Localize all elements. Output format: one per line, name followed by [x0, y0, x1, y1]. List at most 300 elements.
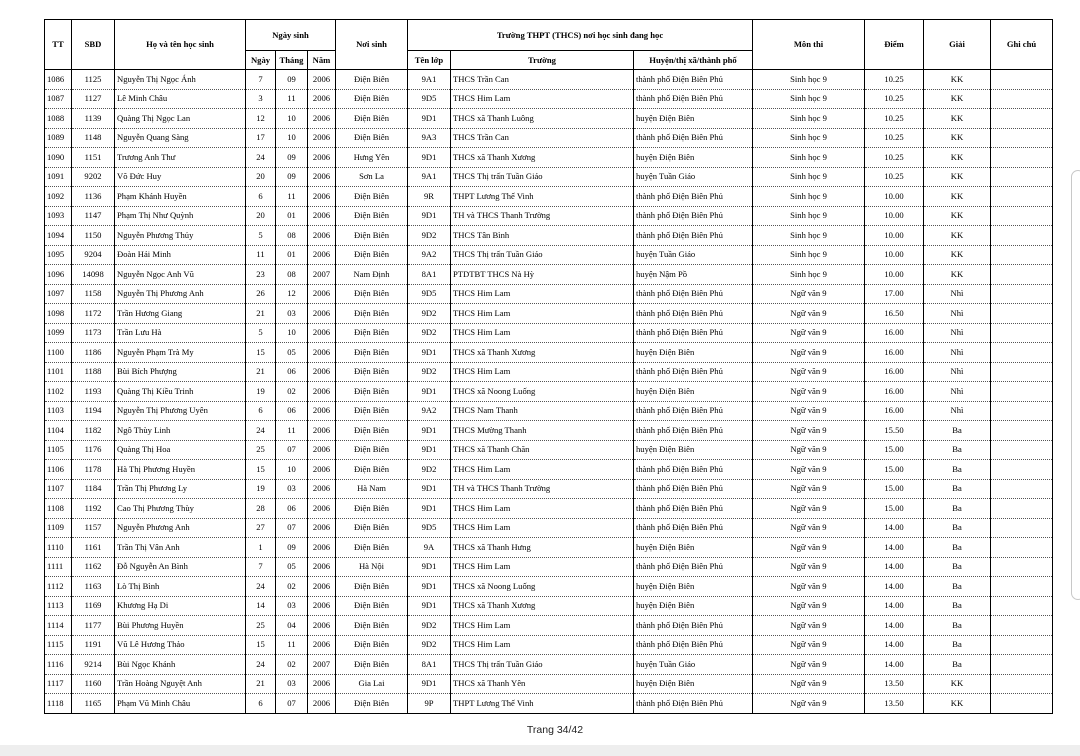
cell-award: Ba: [924, 460, 991, 480]
cell-tt: 1116: [45, 655, 72, 675]
cell-district: thành phố Điện Biên Phủ: [634, 694, 753, 714]
cell-birthplace: Điện Biên: [336, 616, 408, 636]
cell-student-name: Nguyễn Phương Thủy: [115, 226, 246, 246]
cell-sbd: 1162: [72, 557, 115, 577]
cell-school: THCS Him Lam: [451, 304, 634, 324]
cell-school: THCS xã Thanh Yên: [451, 674, 634, 694]
cell-note: [991, 694, 1053, 714]
cell-subject: Sinh học 9: [753, 148, 865, 168]
cell-district: huyện Điện Biên: [634, 596, 753, 616]
cell-sbd: 1165: [72, 694, 115, 714]
table-row: [45, 577, 1053, 597]
cell-subject: Ngữ văn 9: [753, 635, 865, 655]
cell-birth-day: 19: [246, 479, 276, 499]
cell-sbd: 1178: [72, 460, 115, 480]
cell-subject: Ngữ văn 9: [753, 499, 865, 519]
cell-note: [991, 226, 1053, 246]
cell-district: thành phố Điện Biên Phủ: [634, 128, 753, 148]
cell-birthplace: Điện Biên: [336, 382, 408, 402]
cell-subject: Ngữ văn 9: [753, 694, 865, 714]
cell-district: huyện Điện Biên: [634, 343, 753, 363]
cell-birth-day: 19: [246, 382, 276, 402]
cell-award: KK: [924, 206, 991, 226]
cell-score: 16.50: [865, 304, 924, 324]
cell-birth-month: 09: [276, 167, 308, 187]
cell-class: 9A2: [408, 401, 451, 421]
cell-tt: 1089: [45, 128, 72, 148]
table-row: [45, 343, 1053, 363]
cell-subject: Ngữ văn 9: [753, 577, 865, 597]
cell-class: 9A1: [408, 167, 451, 187]
cell-note: [991, 70, 1053, 90]
cell-subject: Ngữ văn 9: [753, 304, 865, 324]
cell-tt: 1108: [45, 499, 72, 519]
table-row: [45, 206, 1053, 226]
cell-sbd: 1147: [72, 206, 115, 226]
header-subject: Môn thi: [753, 20, 865, 70]
cell-birth-day: 1: [246, 538, 276, 558]
cell-sbd: 1192: [72, 499, 115, 519]
cell-birthplace: Điện Biên: [336, 499, 408, 519]
cell-award: Nhì: [924, 343, 991, 363]
cell-score: 16.00: [865, 382, 924, 402]
table-row: [45, 655, 1053, 675]
cell-school: THCS Thị trấn Tuần Giáo: [451, 245, 634, 265]
cell-birth-day: 7: [246, 557, 276, 577]
cell-note: [991, 304, 1053, 324]
cell-score: 10.25: [865, 109, 924, 129]
cell-district: thành phố Điện Biên Phủ: [634, 89, 753, 109]
cell-award: KK: [924, 245, 991, 265]
header-date-of-birth: Ngày sinh: [246, 20, 336, 51]
cell-award: Ba: [924, 655, 991, 675]
cell-birth-year: 2006: [308, 596, 336, 616]
cell-award: Ba: [924, 479, 991, 499]
cell-birthplace: Điện Biên: [336, 206, 408, 226]
cell-award: Ba: [924, 635, 991, 655]
cell-sbd: 1193: [72, 382, 115, 402]
cell-birth-month: 03: [276, 479, 308, 499]
cell-birthplace: Điện Biên: [336, 694, 408, 714]
cell-subject: Ngữ văn 9: [753, 284, 865, 304]
cell-district: thành phố Điện Biên Phủ: [634, 284, 753, 304]
cell-birthplace: Điện Biên: [336, 343, 408, 363]
table-row: [45, 362, 1053, 382]
cell-student-name: Phạm Vũ Minh Châu: [115, 694, 246, 714]
cell-birth-year: 2006: [308, 382, 336, 402]
cell-subject: Sinh học 9: [753, 109, 865, 129]
cell-note: [991, 343, 1053, 363]
cell-birth-year: 2006: [308, 304, 336, 324]
cell-sbd: 1176: [72, 440, 115, 460]
cell-birth-month: 11: [276, 635, 308, 655]
table-row: [45, 440, 1053, 460]
cell-birth-month: 03: [276, 596, 308, 616]
cell-district: huyện Điện Biên: [634, 538, 753, 558]
cell-district: huyện Tuần Giáo: [634, 167, 753, 187]
cell-award: KK: [924, 694, 991, 714]
cell-birth-year: 2006: [308, 109, 336, 129]
cell-school: THCS Mường Thanh: [451, 421, 634, 441]
cell-sbd: 1173: [72, 323, 115, 343]
cell-tt: 1113: [45, 596, 72, 616]
cell-subject: Ngữ văn 9: [753, 596, 865, 616]
cell-class: 9D1: [408, 148, 451, 168]
cell-award: Nhì: [924, 323, 991, 343]
cell-class: 9D2: [408, 304, 451, 324]
cell-birth-year: 2006: [308, 674, 336, 694]
header-score: Điểm: [865, 20, 924, 70]
cell-birthplace: Điện Biên: [336, 187, 408, 207]
cell-award: Nhì: [924, 382, 991, 402]
table-body: [45, 70, 1053, 714]
cell-award: Ba: [924, 518, 991, 538]
cell-award: Nhì: [924, 401, 991, 421]
cell-tt: 1110: [45, 538, 72, 558]
cell-award: KK: [924, 148, 991, 168]
cell-birth-year: 2006: [308, 226, 336, 246]
cell-note: [991, 245, 1053, 265]
cell-district: huyện Điện Biên: [634, 440, 753, 460]
cell-student-name: Trần Thị Vân Anh: [115, 538, 246, 558]
cell-award: KK: [924, 226, 991, 246]
cell-school: THPT Lương Thế Vinh: [451, 694, 634, 714]
cell-student-name: Bùi Bích Phượng: [115, 362, 246, 382]
cell-district: thành phố Điện Biên Phủ: [634, 421, 753, 441]
cell-sbd: 1186: [72, 343, 115, 363]
cell-sbd: 9204: [72, 245, 115, 265]
cell-district: thành phố Điện Biên Phủ: [634, 635, 753, 655]
cell-sbd: 1161: [72, 538, 115, 558]
cell-note: [991, 89, 1053, 109]
cell-subject: Sinh học 9: [753, 128, 865, 148]
cell-school: THCS Him Lam: [451, 284, 634, 304]
header-school: Trường: [451, 51, 634, 70]
cell-birth-month: 04: [276, 616, 308, 636]
cell-tt: 1115: [45, 635, 72, 655]
cell-tt: 1092: [45, 187, 72, 207]
cell-birth-day: 24: [246, 148, 276, 168]
cell-score: 13.50: [865, 694, 924, 714]
cell-birthplace: Điện Biên: [336, 635, 408, 655]
cell-birth-year: 2006: [308, 70, 336, 90]
cell-award: Nhì: [924, 304, 991, 324]
cell-student-name: Đỗ Nguyễn An Bình: [115, 557, 246, 577]
cell-tt: 1104: [45, 421, 72, 441]
cell-student-name: Trương Anh Thư: [115, 148, 246, 168]
cell-note: [991, 479, 1053, 499]
cell-subject: Sinh học 9: [753, 167, 865, 187]
cell-student-name: Võ Đức Huy: [115, 167, 246, 187]
cell-student-name: Nguyễn Ngọc Anh Vũ: [115, 265, 246, 285]
cell-birth-month: 03: [276, 674, 308, 694]
cell-class: 9D2: [408, 635, 451, 655]
cell-sbd: 1139: [72, 109, 115, 129]
cell-school: THCS Him Lam: [451, 362, 634, 382]
cell-school: TH và THCS Thanh Trường: [451, 479, 634, 499]
cell-school: THCS Him Lam: [451, 518, 634, 538]
cell-birth-month: 10: [276, 128, 308, 148]
cell-score: 16.00: [865, 362, 924, 382]
cell-district: thành phố Điện Biên Phủ: [634, 499, 753, 519]
cell-birthplace: Điện Biên: [336, 245, 408, 265]
cell-class: 9D1: [408, 557, 451, 577]
cell-birthplace: Điện Biên: [336, 440, 408, 460]
table-row: [45, 382, 1053, 402]
header-tt: TT: [45, 20, 72, 70]
cell-birth-year: 2006: [308, 206, 336, 226]
cell-award: KK: [924, 70, 991, 90]
cell-student-name: Nguyễn Thị Ngọc Ánh: [115, 70, 246, 90]
table-row: [45, 596, 1053, 616]
cell-note: [991, 674, 1053, 694]
cell-student-name: Quàng Thị Hoa: [115, 440, 246, 460]
cell-birth-day: 21: [246, 674, 276, 694]
cell-class: 9D1: [408, 499, 451, 519]
cell-note: [991, 148, 1053, 168]
cell-birthplace: Sơn La: [336, 167, 408, 187]
cell-student-name: Nguyễn Quang Sàng: [115, 128, 246, 148]
cell-score: 16.00: [865, 401, 924, 421]
cell-birthplace: Điện Biên: [336, 70, 408, 90]
cell-birth-day: 25: [246, 616, 276, 636]
cell-birthplace: Gia Lai: [336, 674, 408, 694]
table-row: [45, 128, 1053, 148]
cell-tt: 1086: [45, 70, 72, 90]
cell-sbd: 1182: [72, 421, 115, 441]
cell-subject: Sinh học 9: [753, 206, 865, 226]
table-row: [45, 187, 1053, 207]
cell-award: KK: [924, 674, 991, 694]
cell-birth-year: 2006: [308, 284, 336, 304]
cell-birth-year: 2006: [308, 148, 336, 168]
cell-note: [991, 128, 1053, 148]
cell-class: 9A: [408, 538, 451, 558]
cell-birth-month: 09: [276, 148, 308, 168]
header-district: Huyện/thị xã/thành phố: [634, 51, 753, 70]
cell-birth-day: 24: [246, 655, 276, 675]
cell-score: 14.00: [865, 577, 924, 597]
cell-district: thành phố Điện Biên Phủ: [634, 187, 753, 207]
cell-birth-day: 17: [246, 128, 276, 148]
cell-birthplace: Điện Biên: [336, 577, 408, 597]
table-row: [45, 616, 1053, 636]
cell-birth-month: 11: [276, 89, 308, 109]
cell-student-name: Đoàn Hải Minh: [115, 245, 246, 265]
cell-student-name: Trần Hương Giang: [115, 304, 246, 324]
table-row: [45, 421, 1053, 441]
cell-birth-month: 10: [276, 109, 308, 129]
cell-birth-year: 2006: [308, 323, 336, 343]
table-row: [45, 245, 1053, 265]
cell-class: 9R: [408, 187, 451, 207]
cell-district: thành phố Điện Biên Phủ: [634, 518, 753, 538]
cell-birth-year: 2006: [308, 187, 336, 207]
cell-note: [991, 187, 1053, 207]
cell-student-name: Trần Thị Phương Ly: [115, 479, 246, 499]
cell-note: [991, 635, 1053, 655]
cell-birthplace: Điện Biên: [336, 362, 408, 382]
table-row: [45, 479, 1053, 499]
cell-birthplace: Hưng Yên: [336, 148, 408, 168]
cell-school: THCS Nam Thanh: [451, 401, 634, 421]
cell-birth-day: 24: [246, 421, 276, 441]
cell-birthplace: Hà Nội: [336, 557, 408, 577]
cell-birthplace: Điện Biên: [336, 109, 408, 129]
cell-note: [991, 557, 1053, 577]
cell-district: thành phố Điện Biên Phủ: [634, 460, 753, 480]
cell-score: 15.00: [865, 479, 924, 499]
cell-student-name: Phạm Thị Như Quỳnh: [115, 206, 246, 226]
cell-birth-month: 06: [276, 499, 308, 519]
cell-student-name: Lê Minh Châu: [115, 89, 246, 109]
cell-birth-month: 02: [276, 577, 308, 597]
header-school-group: Trường THPT (THCS) nơi học sinh đang học: [408, 20, 753, 51]
table-row: [45, 499, 1053, 519]
cell-class: 9D1: [408, 440, 451, 460]
table-row: [45, 284, 1053, 304]
cell-subject: Ngữ văn 9: [753, 343, 865, 363]
cell-birthplace: Điện Biên: [336, 89, 408, 109]
cell-score: 16.00: [865, 343, 924, 363]
cell-score: 14.00: [865, 635, 924, 655]
cell-birth-year: 2006: [308, 557, 336, 577]
cell-birth-year: 2006: [308, 128, 336, 148]
cell-sbd: 9202: [72, 167, 115, 187]
table-row: [45, 265, 1053, 285]
cell-birthplace: Điện Biên: [336, 421, 408, 441]
cell-birth-day: 11: [246, 245, 276, 265]
table-row: [45, 148, 1053, 168]
cell-sbd: 1169: [72, 596, 115, 616]
cell-tt: 1102: [45, 382, 72, 402]
table-row: [45, 694, 1053, 714]
cell-award: Nhì: [924, 284, 991, 304]
cell-award: Nhì: [924, 362, 991, 382]
cell-subject: Sinh học 9: [753, 89, 865, 109]
cell-subject: Ngữ văn 9: [753, 479, 865, 499]
header-student-name: Họ và tên học sinh: [115, 20, 246, 70]
cell-sbd: 9214: [72, 655, 115, 675]
cell-class: 9A3: [408, 128, 451, 148]
cell-birth-year: 2006: [308, 694, 336, 714]
cell-student-name: Trần Lưu Hà: [115, 323, 246, 343]
cell-student-name: Bùi Ngọc Khánh: [115, 655, 246, 675]
cell-score: 13.50: [865, 674, 924, 694]
cell-note: [991, 596, 1053, 616]
cell-note: [991, 538, 1053, 558]
cell-birthplace: Điện Biên: [336, 401, 408, 421]
cell-birth-month: 11: [276, 421, 308, 441]
table-row: [45, 109, 1053, 129]
cell-score: 17.00: [865, 284, 924, 304]
cell-school: THCS xã Thanh Xương: [451, 148, 634, 168]
cell-tt: 1091: [45, 167, 72, 187]
cell-tt: 1109: [45, 518, 72, 538]
cell-school: PTDTBT THCS Nà Hỳ: [451, 265, 634, 285]
cell-class: 9D1: [408, 479, 451, 499]
cell-birth-day: 25: [246, 440, 276, 460]
cell-birth-month: 05: [276, 557, 308, 577]
cell-birth-year: 2006: [308, 577, 336, 597]
cell-class: 8A1: [408, 265, 451, 285]
cell-birth-month: 01: [276, 245, 308, 265]
side-panel-handle[interactable]: [1071, 170, 1080, 600]
cell-subject: Ngữ văn 9: [753, 440, 865, 460]
table-row: [45, 518, 1053, 538]
cell-student-name: Vũ Lê Hương Thảo: [115, 635, 246, 655]
cell-district: thành phố Điện Biên Phủ: [634, 323, 753, 343]
cell-birth-month: 10: [276, 460, 308, 480]
cell-birth-year: 2006: [308, 518, 336, 538]
cell-subject: Ngữ văn 9: [753, 616, 865, 636]
cell-birth-day: 6: [246, 401, 276, 421]
cell-birth-month: 11: [276, 187, 308, 207]
cell-sbd: 1157: [72, 518, 115, 538]
cell-school: THCS Him Lam: [451, 460, 634, 480]
cell-award: Ba: [924, 421, 991, 441]
cell-birthplace: Điện Biên: [336, 323, 408, 343]
cell-score: 10.25: [865, 89, 924, 109]
cell-school: THCS xã Noong Luống: [451, 577, 634, 597]
cell-class: 9A2: [408, 245, 451, 265]
cell-school: THCS xã Noong Luống: [451, 382, 634, 402]
cell-student-name: Nguyễn Thị Phương Anh: [115, 284, 246, 304]
cell-student-name: Nguyễn Phạm Trà My: [115, 343, 246, 363]
results-table: [44, 19, 1053, 714]
cell-subject: Ngữ văn 9: [753, 460, 865, 480]
cell-tt: 1111: [45, 557, 72, 577]
cell-score: 15.00: [865, 440, 924, 460]
cell-note: [991, 616, 1053, 636]
cell-score: 15.00: [865, 499, 924, 519]
cell-birth-day: 15: [246, 460, 276, 480]
cell-school: THCS Him Lam: [451, 557, 634, 577]
cell-birth-day: 3: [246, 89, 276, 109]
cell-birth-year: 2006: [308, 538, 336, 558]
cell-award: Ba: [924, 499, 991, 519]
cell-district: huyện Điện Biên: [634, 577, 753, 597]
cell-tt: 1088: [45, 109, 72, 129]
cell-award: Ba: [924, 538, 991, 558]
cell-tt: 1118: [45, 694, 72, 714]
cell-note: [991, 460, 1053, 480]
cell-birth-year: 2006: [308, 499, 336, 519]
cell-class: 9D2: [408, 226, 451, 246]
cell-sbd: 1177: [72, 616, 115, 636]
cell-score: 14.00: [865, 655, 924, 675]
cell-birthplace: Điện Biên: [336, 128, 408, 148]
cell-birth-year: 2007: [308, 655, 336, 675]
cell-class: 9D2: [408, 362, 451, 382]
cell-score: 10.25: [865, 148, 924, 168]
cell-birthplace: Điện Biên: [336, 518, 408, 538]
cell-birth-year: 2006: [308, 401, 336, 421]
cell-school: THCS xã Thanh Hưng: [451, 538, 634, 558]
cell-district: huyện Nậm Pồ: [634, 265, 753, 285]
cell-school: THCS Him Lam: [451, 89, 634, 109]
table-row: [45, 70, 1053, 90]
cell-birth-year: 2006: [308, 421, 336, 441]
cell-class: 9P: [408, 694, 451, 714]
table-row: [45, 323, 1053, 343]
cell-birth-day: 15: [246, 343, 276, 363]
cell-score: 14.00: [865, 616, 924, 636]
cell-district: huyện Tuần Giáo: [634, 655, 753, 675]
cell-tt: 1100: [45, 343, 72, 363]
cell-sbd: 1184: [72, 479, 115, 499]
cell-district: thành phố Điện Biên Phủ: [634, 226, 753, 246]
